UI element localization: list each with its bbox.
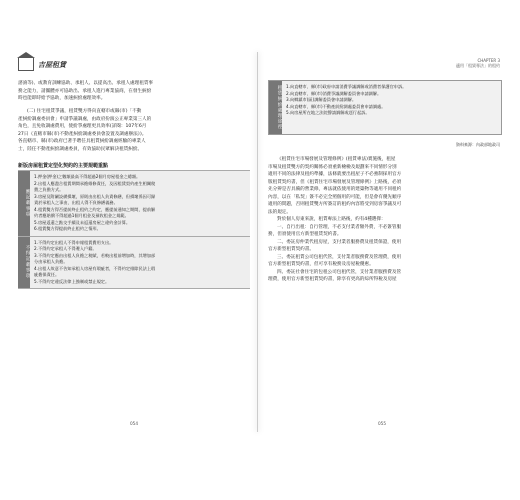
text-line: 適用的問題，否則租賃雙方所簽訂的租約內容將受到房客爭議及可 bbox=[268, 202, 402, 207]
text-line: 諮詢等)、或教育訓練協助、承租人、以提高出、承租人處理租賃事 bbox=[18, 81, 154, 86]
text-line: 理費，使用官方新型租賃契約書，除享有更高的綜所得稅及房屋 bbox=[268, 277, 397, 282]
text-line: 四、委託社會住宅的包租公司包租代管，支付業者服務費及管 bbox=[277, 269, 402, 275]
list-item: 1.不得約定出租人不得申報租賃費用支出。 bbox=[34, 239, 114, 245]
chapter-label: CHAPTER 3 bbox=[477, 58, 500, 63]
list-item: 5.向房屋所在地之法院聲請調解或逕行起訴。 bbox=[286, 110, 370, 115]
book-logo bbox=[18, 58, 66, 71]
text-line: 一、自行出租：自行管理，不必支付業者額外費，不必簽管服 bbox=[277, 224, 402, 230]
table-title: 新版房屋租賃定型化契約的主要規範重點 bbox=[18, 163, 109, 169]
section-2-paragraph bbox=[18, 108, 250, 153]
left-page bbox=[18, 58, 250, 426]
box-tag: 租賃糾紛處理途徑 bbox=[269, 81, 282, 134]
house-icon bbox=[18, 58, 34, 71]
list-item: 4.向直轄市、縣(市)不動產糾紛調處委員會申請調處。 bbox=[286, 103, 386, 109]
chapter-header bbox=[456, 58, 500, 68]
page-number: 055 bbox=[378, 421, 386, 426]
text-line: 務之能力，請團體亦可協助出、承租人進行專業協商，在發生糾紛 bbox=[18, 88, 152, 94]
body-text bbox=[268, 156, 500, 284]
list-item: 責於承租人之事由，出租人得不負修繕義務。 bbox=[34, 200, 118, 205]
page-number: 054 bbox=[130, 421, 138, 426]
intro-paragraph bbox=[18, 80, 250, 103]
contract-rules-table bbox=[18, 170, 250, 289]
chapter-subtitle: 適用「租賃專法」的租約 bbox=[456, 63, 500, 68]
box-items bbox=[282, 81, 501, 134]
text-line: 法的規定。 bbox=[268, 209, 291, 215]
list-item: 6.租賃雙方得提前終止租約之情形。 bbox=[34, 226, 101, 231]
text-line: 各直轄市、縣(市)政府已著手聘任具租賃糾紛調處經驗的專業人 bbox=[18, 139, 146, 144]
text-line: 27日《直轄市縣(市)不動產糾紛調處委員會設置及調處辦法》)。 bbox=[18, 131, 147, 137]
right-page bbox=[268, 58, 500, 426]
list-item: 1.押金(押金)之數額最高不得超過2個月房屋租金之總額。 bbox=[34, 174, 141, 179]
row-tag: 應記載事項 bbox=[18, 171, 30, 236]
list-item: 5.房屋返還之點交手續及未返還房屋之違約金計算。 bbox=[34, 219, 131, 225]
list-item: 4.租賃雙方得否提前終止租約之約定，應提前通知之期間，提前解 bbox=[34, 206, 156, 212]
logo-text: 吉屋租賃 bbox=[38, 60, 66, 69]
text-line: 《租賃住宅市場發展及管理條例》(租賃專法)實施後，租屋 bbox=[277, 157, 396, 162]
text-line: 二、委託房仲業代租房屋，支付業者服務費及租賃保證，使用 bbox=[277, 239, 402, 245]
text-line: 內容，以在「私契」簽不必完全照個用的可能，但是會有優先順序 bbox=[268, 194, 402, 200]
text-line: 角色，且免收調處費用，使紛爭處理更具效率(詳閱：107年6月 bbox=[18, 124, 147, 129]
list-item: 2.不得約定承租人不得遷入戶籍。 bbox=[34, 246, 97, 251]
list-item: 疵擔保責任。 bbox=[34, 272, 60, 277]
row-items bbox=[30, 171, 250, 236]
text-line: 士，陸任不動產糾紛調處委員，有效協助民眾解決租賃糾紛。 bbox=[18, 146, 143, 152]
text-line: 市場及租賃雙方的契約關係必須重新檢檢及規劃來不同情形分別 bbox=[268, 164, 397, 170]
text-line: 產糾紛調處委員會」申請爭議調處，由政府扮演公正專業第三人的 bbox=[18, 116, 152, 122]
table-row-required bbox=[18, 171, 250, 237]
text-line: 官方新型租賃契約書，但可享有稅務及房屋稅優惠。 bbox=[268, 262, 374, 267]
dispute-resolution-box bbox=[268, 80, 502, 135]
list-item: 3.不得約定應由出租人負擔之稅賦，若較出租前增加時，其增加部 bbox=[34, 252, 156, 258]
text-line: 對於個人房東來說，租賃專法上路後，約有4種選擇： bbox=[277, 217, 386, 222]
list-item: 約者應賠償不得超過1個月租金及預收租金之規範。 bbox=[34, 213, 129, 218]
source-note: 資料來源：內政部地政司 bbox=[456, 142, 500, 147]
list-item: 費之負擔方式。 bbox=[34, 187, 64, 192]
row-tag: 不得記載事項 bbox=[18, 237, 30, 289]
list-item: 分由承租人負擔。 bbox=[34, 259, 68, 264]
text-line: 務，但須使用官方新型租賃契約書。 bbox=[268, 232, 342, 237]
list-item: 3.向鄉鎮市(區)調解委員會申請調解。 bbox=[286, 97, 357, 102]
list-item: 4.出租人故意不告知承租人房屋有瑕疵者，不得約定排除民法上瑕 bbox=[34, 265, 156, 271]
list-item: 2.向直轄市、縣(市)消費爭議調解委員會申請調解。 bbox=[286, 90, 382, 96]
list-item: 5.不得約定違反法律上強制或禁止規定。 bbox=[34, 278, 110, 284]
text-line: 三、委託租賃公司包租代管，支付業者服務費及管理費，使用 bbox=[277, 254, 402, 260]
text-line: (二) 住宅租賃爭議，租賃雙方得向直轄市或縣(市)「不動 bbox=[27, 109, 142, 114]
row-items bbox=[30, 237, 250, 289]
text-line: 版租賃契約書，但《租賃住宅市場發展及管理條例》上路後，必須 bbox=[268, 179, 402, 185]
list-item: 2.出租人應盡合租賃期間承擔維修責任，及因租賃契約產生相關稅 bbox=[34, 180, 156, 186]
list-item: 1.向直轄市、縣(市)政府申請消費爭議調解或消費者保護官申訴。 bbox=[286, 84, 407, 89]
text-line: 適用不同的法律及租約準據，法條就要出租屋子不必強制採用官方 bbox=[268, 172, 402, 177]
text-line: 時也能即時給予協助，加速糾紛處理效率。 bbox=[18, 96, 106, 101]
book-spine bbox=[257, 52, 258, 432]
table-row-prohibited bbox=[18, 237, 250, 290]
list-item: 3.房屋及附屬設備損壞，原則由出租人負責修繕，但損壞係因可歸 bbox=[34, 193, 156, 199]
text-line: 官方新型租賃契約書。 bbox=[268, 247, 314, 252]
text-line: 先分辨是否具備的營業條，專法就依使用的建築物等適用不同租約 bbox=[268, 187, 402, 192]
